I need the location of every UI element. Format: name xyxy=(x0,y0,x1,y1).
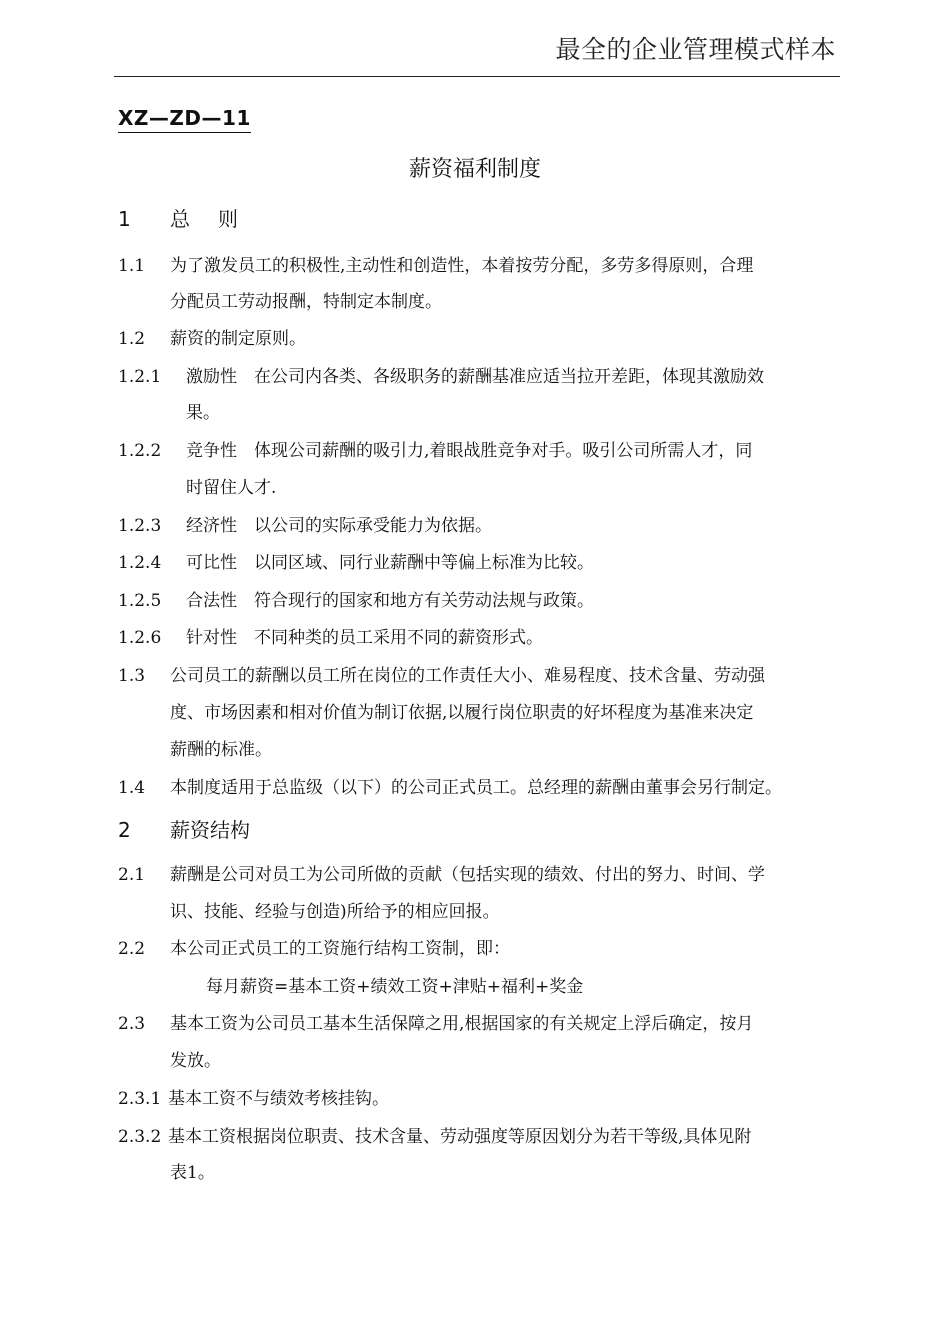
clause-text-continuation: 薪酬的标准。 xyxy=(170,740,272,760)
clause-number: 2.3 xyxy=(118,1014,146,1034)
clause-number: 1.2 xyxy=(118,329,146,349)
section-title: 总 则 xyxy=(170,207,242,231)
document-title: 薪资福利制度 xyxy=(408,157,541,182)
clause-number: 2.3.2 xyxy=(118,1127,162,1147)
section-number: 1 xyxy=(118,207,131,231)
clause-text: 可比性 以同区域、同行业薪酬中等偏上标准为比较。 xyxy=(186,553,594,573)
clause-number: 1.1 xyxy=(118,256,146,276)
clause-text-continuation: 时留住人才. xyxy=(186,478,277,498)
clause-number: 1.2.5 xyxy=(118,591,162,611)
clause-text: 公司员工的薪酬以员工所在岗位的工作责任大小、难易程度、技术含量、劳动强 xyxy=(170,666,765,686)
clause-text-continuation: 分配员工劳动报酬，特制定本制度。 xyxy=(170,292,442,312)
clause-number: 2.1 xyxy=(118,865,146,885)
clause-number: 1.3 xyxy=(118,666,146,686)
clause-text: 合法性 符合现行的国家和地方有关劳动法规与政策。 xyxy=(186,591,594,611)
clause-text: 薪酬是公司对员工为公司所做的贡献（包括实现的绩效、付出的努力、时间、学 xyxy=(170,865,765,885)
clause-number: 1.2.1 xyxy=(118,367,162,387)
clause-number: 1.2.6 xyxy=(118,628,162,648)
clause-text: 为了激发员工的积极性,主动性和创造性，本着按劳分配，多劳多得原则，合理 xyxy=(170,256,754,276)
clause-text: 本制度适用于总监级（以下）的公司正式员工。总经理的薪酬由董事会另行制定。 xyxy=(170,778,782,798)
clause-text: 基本工资为公司员工基本生活保障之用,根据国家的有关规定上浮后确定，按月 xyxy=(170,1014,754,1034)
clause-number: 1.2.2 xyxy=(118,441,162,461)
clause-number: 2.3.1 xyxy=(118,1089,162,1109)
header-divider xyxy=(114,76,840,77)
clause-text-continuation: 识、技能、经验与创造)所给予的相应回报。 xyxy=(170,902,500,922)
clause-text: 针对性 不同种类的员工采用不同的薪资形式。 xyxy=(186,628,543,648)
clause-text: 竞争性 体现公司薪酬的吸引力,着眼战胜竞争对手。吸引公司所需人才，同 xyxy=(186,441,753,461)
clause-text: 经济性 以公司的实际承受能力为依据。 xyxy=(186,516,492,536)
clause-text-continuation: 发放。 xyxy=(170,1051,221,1071)
clause-number: 1.2.3 xyxy=(118,516,162,536)
clause-text-continuation: 果。 xyxy=(186,403,220,423)
section-title: 薪资结构 xyxy=(170,818,250,842)
clause-text: 薪资的制定原则。 xyxy=(170,329,306,349)
document-code: XZ—ZD—11 xyxy=(118,106,251,133)
clause-text: 基本工资根据岗位职责、技术含量、劳动强度等原因划分为若干等级,具体见附 xyxy=(168,1127,752,1147)
clause-text: 基本工资不与绩效考核挂钩。 xyxy=(168,1089,389,1109)
clause-text-continuation: 度、市场因素和相对价值为制订依据,以履行岗位职责的好坏程度为基准来决定 xyxy=(170,703,754,723)
clause-text: 本公司正式员工的工资施行结构工资制，即： xyxy=(170,939,510,959)
clause-number: 1.2.4 xyxy=(118,553,162,573)
section-number: 2 xyxy=(118,818,131,842)
page-header-title: 最全的企业管理模式样本 xyxy=(555,35,836,64)
clause-number: 2.2 xyxy=(118,939,146,959)
clause-number: 1.4 xyxy=(118,778,146,798)
salary-formula: 每月薪资=基本工资+绩效工资+津贴+福利+奖金 xyxy=(206,977,584,997)
clause-text-continuation: 表1。 xyxy=(170,1163,215,1183)
clause-text: 激励性 在公司内各类、各级职务的薪酬基准应适当拉开差距，体现其激励效 xyxy=(186,367,764,387)
